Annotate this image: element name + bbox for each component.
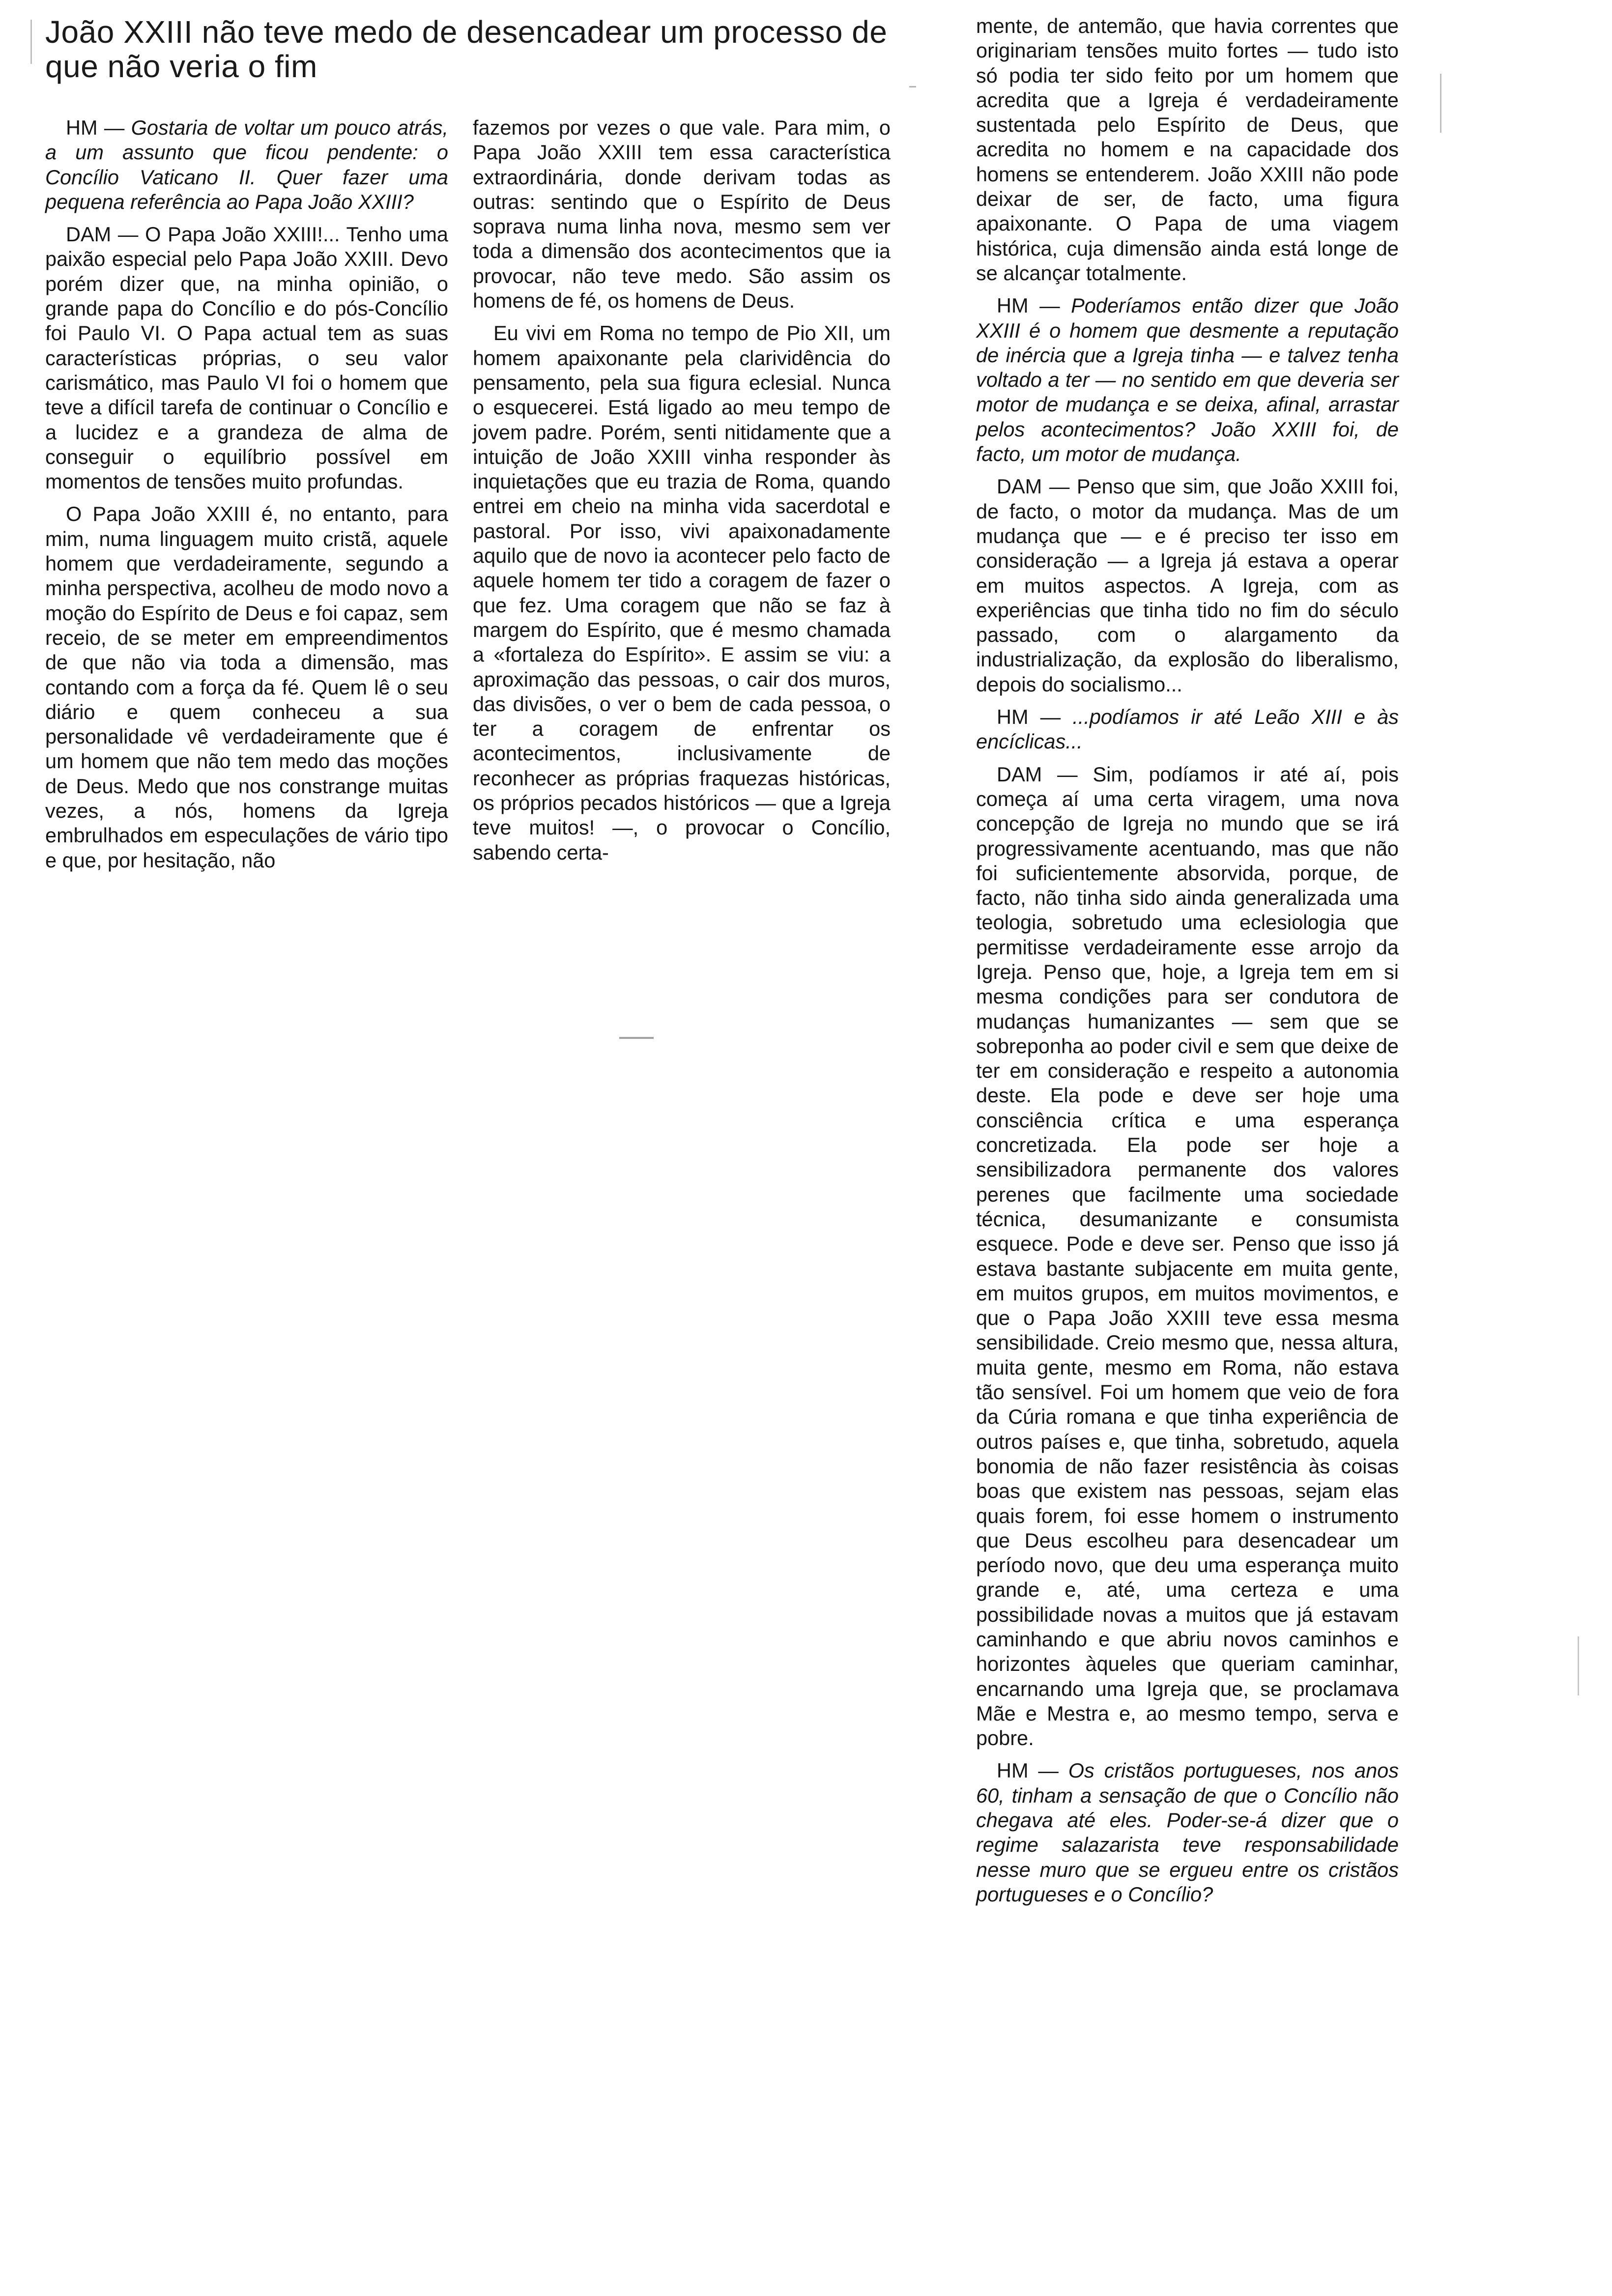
answer-text: mente, de antemão, que havia correntes que originariam tensões muito fortes — tudo isto só podia ter sido feito por um homem que acredita que a Igreja é verdadeiramente sustentada pelo Espírito de Deus, que acredita no homem e na capacidade dos homens se entenderem. João XXIII não pode deixar de ser, de facto, uma figura apaixonante. O Papa de uma viagem histórica, cuja dimensão ainda está longe de se alcançar totalmente.: [976, 14, 1399, 285]
speaker-label: HM —: [997, 294, 1060, 317]
scan-artifact: [909, 86, 916, 87]
interviewer-question-text: Poderíamos então dizer que João XXIII é o homem que desmente a reputação de inércia que a Igreja tinha — e talvez tenha voltado a ter — no sentido em que deveria ser motor de mudança e se deixa, afinal, arrastar pelos acontecimentos? João XXIII foi, de facto, um motor de mudança.: [976, 294, 1399, 466]
speaker-label: DAM —: [997, 762, 1078, 786]
article-paragraph: [976, 293, 1399, 466]
speaker-label: HM —: [997, 705, 1061, 729]
interviewer-question-text: Gostaria de voltar um pouco atrás, a um assunto que ficou pendente: o Concílio Vaticano II. Quer fazer uma pequena referência ao Papa João XXIII?: [45, 116, 448, 213]
answer-text: Eu vivi em Roma no tempo de Pio XII, um homem apaixonante pela clarividência do pensamento, pela sua figura eclesial. Nunca o esquecerei. Está ligado ao meu tempo de jovem padre. Porém, senti nitidamente que a intuição de João XXIII vinha responder às inquietações que eu trazia de Roma, quando entrei em cheio na minha vida sacerdotal e pastoral. Por isso, vivi apaixonadamente aquilo que de novo ia acontecer pelo facto de aquele homem ter tido a coragem de fazer o que fez. Uma coragem que não se faz à margem do Espírito, que é mesmo chamada a «fortaleza do Espírito». E assim se viu: a aproximação das pessoas, o cair dos muros, das divisões, o ver o bem de cada pessoa, o ter a coragem de enfrentar os acontecimentos, inclusivamente de reconhecer as próprias fraquezas históricas, os próprios pecados históricos — que a Igreja teve muitos! —, o provocar o Concílio, sabendo certa-: [473, 321, 891, 864]
article-paragraph: [473, 115, 891, 313]
article-paragraph: [473, 321, 891, 865]
speaker-label: HM —: [997, 1759, 1059, 1782]
answer-text: Penso que sim, que João XXIII foi, de facto, o motor da mudança. Mas de um mudança que — e é preciso ter isso em consideração — a Igreja já estava a operar em muitos aspectos. A Igreja, com as experiências que tinha tido no fim do século passado, com o alargamento da industrialização, da explosão do liberalismo, depois do socialismo...: [976, 475, 1399, 696]
answer-text: Sim, podíamos ir até aí, pois começa aí uma certa viragem, uma nova concepção de Igreja no mundo que se irá progressivamente acentuando, mas que não foi suficientemente absorvida, porque, de facto, não tinha sido ainda generalizada uma teologia, sobretudo uma eclesiologia que permitisse verdadeiramente esse arrojo da Igreja. Penso que, hoje, a Igreja tem em si mesma condições para ser condutora de mudanças humanizantes — sem que se sobreponha ao poder civil e sem que deixe de ter em consideração e respeito a autonomia deste. Ela pode e deve ser hoje uma consciência crítica e uma esperança concretizada. Ela pode ser hoje a sensibilizadora permanente dos valores perenes que facilmente uma sociedade técnica, desumanizante e consumista esquece. Pode e deve ser. Penso que isso já estava bastante subjacente em muita gente, em muitos grupos, em muitos movimentos, e que o Papa João XXIII teve essa mesma sensibilidade. Creio mesmo que, nessa altura, muita gente, mesmo em Roma, não estava tão sensível. Foi um homem que veio de fora da Cúria romana e que tinha experiência de outros países e, que tinha, sobretudo, aquela bonomia de não fazer resistência às coisas boas que existem nas pessoas, sejam elas quais forem, foi esse homem o instrumento que Deus escolheu para desencadear um período novo, que deu uma esperança muito grande e, até, uma certeza e uma possibilidade novas a muitos que já estavam caminhando e que abriu novos caminhos e horizontes àqueles que queriam caminhar, encarnando uma Igreja que, se proclamava Mãe e Mestra e, ao mesmo tempo, serva e pobre.: [976, 762, 1399, 1750]
article-paragraph: [976, 705, 1399, 754]
speaker-label: DAM —: [997, 475, 1070, 498]
speaker-label: HM —: [66, 116, 125, 139]
article-column-2: [473, 115, 891, 865]
article-paragraph: [45, 502, 448, 872]
scan-artifact: [1578, 1636, 1579, 1695]
article-paragraph: [976, 474, 1399, 697]
article-paragraph: [45, 115, 448, 214]
scan-artifact: [30, 20, 32, 64]
article-paragraph: [976, 14, 1399, 286]
answer-text: fazemos por vezes o que vale. Para mim, o Papa João XXIII tem essa característica extraordinária, donde derivam todas as outras: sentindo que o Espírito de Deus soprava numa linha nova, mesmo sem ver toda a dimensão dos acontecimentos que ia provocar, não teve medo. São assim os homens de fé, os homens de Deus.: [473, 116, 891, 313]
article-column-3: [976, 14, 1399, 1907]
interviewer-question-text: ...podíamos ir até Leão XIII e às encíclicas...: [976, 705, 1399, 753]
article-column-1: [45, 115, 448, 873]
article-paragraph: [976, 762, 1399, 1751]
scan-artifact: [1440, 74, 1441, 133]
article-paragraph: [45, 222, 448, 494]
article-paragraph: [976, 1758, 1399, 1907]
interviewer-question-text: Os cristãos portugueses, nos anos 60, tinham a sensação de que o Concílio não chegava até eles. Poder-se-á dizer que o regime salazarista teve responsabilidade nesse muro que se ergueu entre os cristãos portugueses e o Concílio?: [976, 1759, 1399, 1906]
answer-text: O Papa João XXIII é, no entanto, para mim, numa linguagem muito cristã, aquele homem que verdadeiramente, segundo a minha perspectiva, acolheu de modo novo a moção do Espírito de Deus e foi capaz, sem receio, de se meter em empreendimentos de que não via toda a dimensão, mas contando com a força da fé. Quem lê o seu diário e quem conheceu a sua personalidade vê verdadeiramente que é um homem que não tem medo das moções de Deus. Medo que nos constrange muitas vezes, a nós, homens da Igreja embrulhados em especulações de vário tipo e que, por hesitação, não: [45, 502, 448, 872]
answer-text: O Papa João XXIII!... Tenho uma paixão especial pelo Papa João XXIII. Devo porém dizer que, na minha opinião, o grande papa do Concílio e do pós-Concílio foi Paulo VI. O Papa actual tem as suas características próprias, o seu valor carismático, mas Paulo VI foi o homem que teve a difícil tarefa de continuar o Concílio e a lucidez e a grandeza de alma de conseguir o equilíbrio possível em momentos de tensões muito profundas.: [45, 223, 449, 493]
article-headline: João XXIII não teve medo de desencadear um processo de que não veria o fim: [45, 14, 888, 84]
speaker-label: DAM —: [66, 223, 139, 246]
scan-artifact: [619, 1037, 654, 1039]
